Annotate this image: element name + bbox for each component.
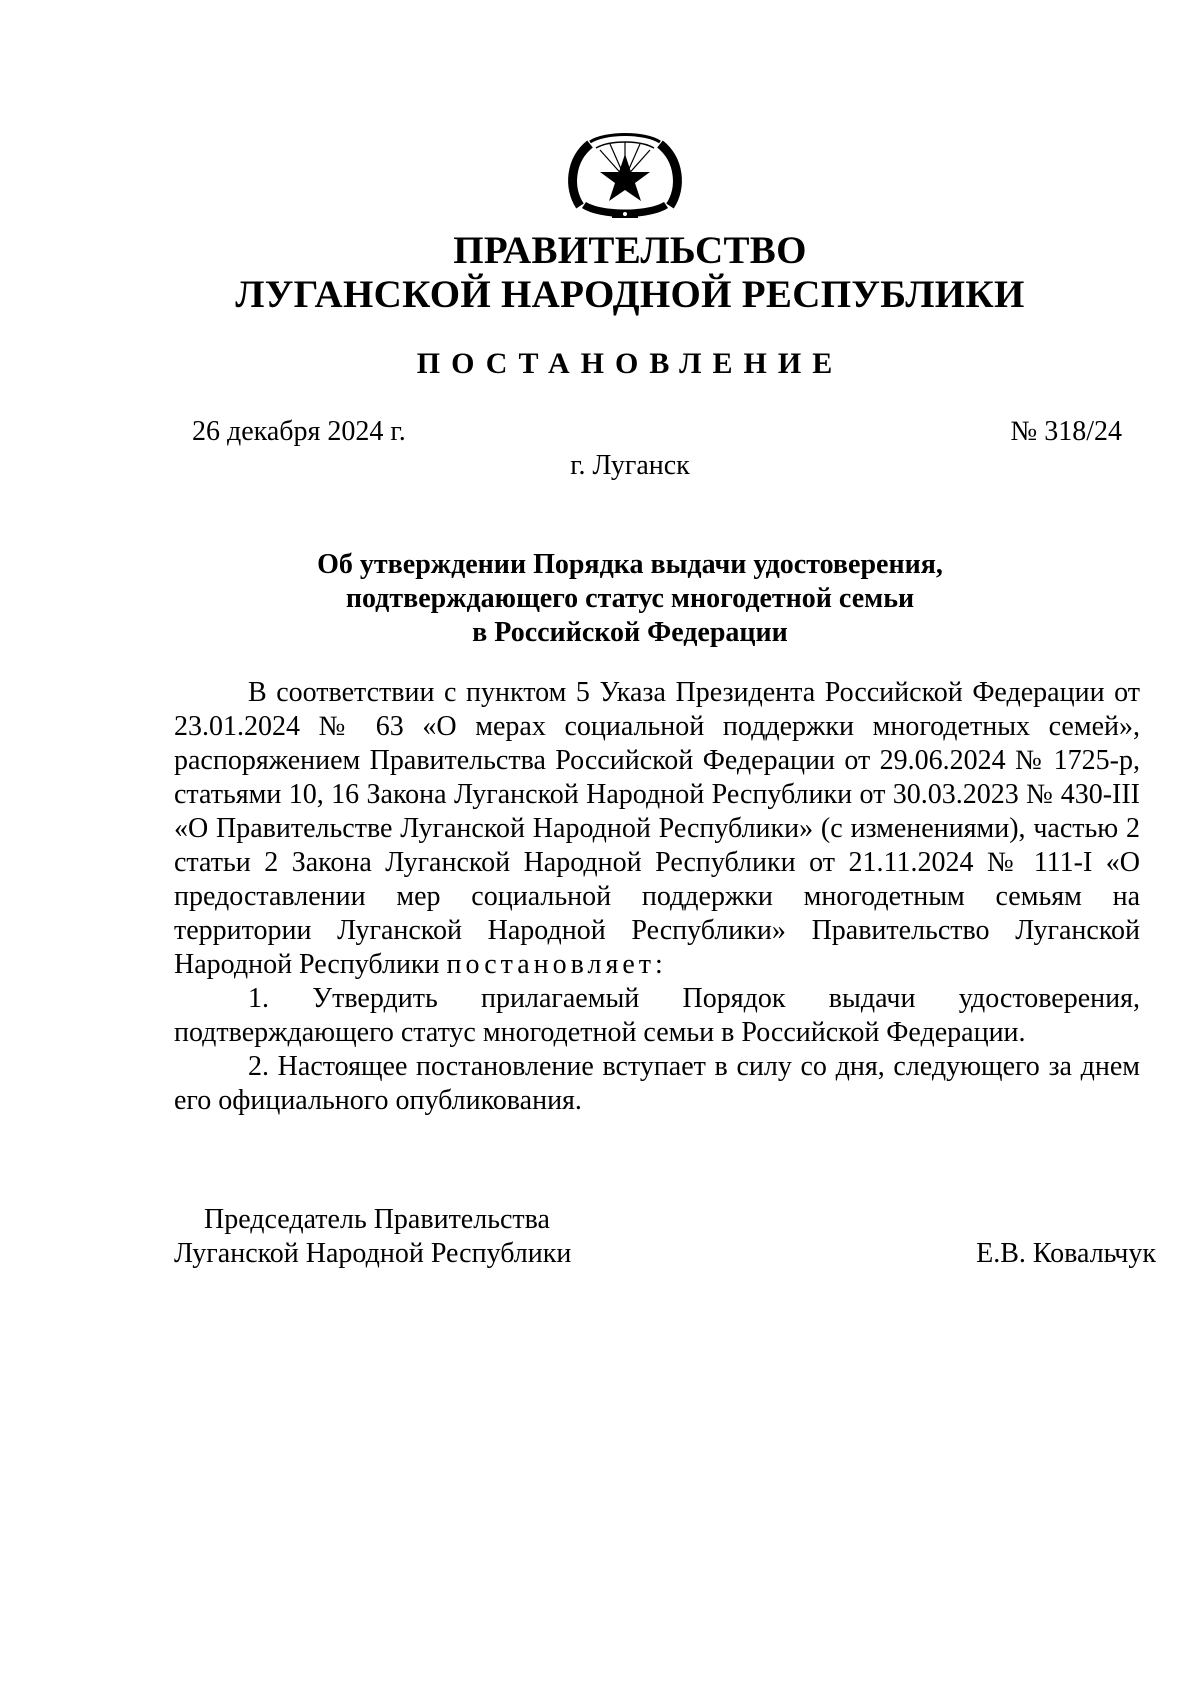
- signature-position-line2: Луганской Народной Республики: [174, 1238, 572, 1269]
- signature-position-line1: Председатель Правительства: [204, 1204, 550, 1235]
- signature-name: Е.В. Ковальчук: [976, 1238, 1156, 1269]
- document-subject: [150, 548, 1110, 650]
- subject-line3: в Российской Федерации: [472, 617, 788, 648]
- item-1: 1. Утвердить прилагаемый Порядок выдачи удостоверения, подтверждающего статус многодетной семьи в Российской Федерации.: [174, 983, 1140, 1048]
- subject-line1: Об утверждении Порядка выдачи удостоверения,: [317, 549, 943, 580]
- coat-of-arms-icon: [560, 128, 690, 228]
- government-title-line2: ЛУГАНСКОЙ НАРОДНОЙ РЕСПУБЛИКИ: [235, 273, 1025, 316]
- government-title-line1: ПРАВИТЕЛЬСТВО: [453, 229, 807, 272]
- preamble-paragraph: [174, 676, 1140, 982]
- decree-word: постановляет:: [446, 949, 667, 980]
- document-city: г. Луганск: [570, 450, 690, 481]
- item-2: 2. Настоящее постановление вступает в силу со дня, следующего за днем его официального опубликования.: [174, 1051, 1140, 1116]
- document-type: ПОСТАНОВЛЕНИЕ: [416, 347, 844, 380]
- subject-line2: подтверждающего статус многодетной семьи: [345, 583, 915, 614]
- preamble-text: В соответствии с пунктом 5 Указа Президента Российской Федерации от 23.01.2024 № 63 «О мерах социальной поддержки многодетных семей», распоряжением Правительства Российской Федерации от 29.06.2024 № 1725-р, статьями 10, 16 Закона Луганской Народной Республики от 30.03.2023 № 430-III «О Правительстве Луганской Народной Республики» (с изменениями), частью 2 статьи 2 Закона Луганской Народной Республики от 21.11.2024 № 111-I «О предоставлении мер социальной поддержки многодетным семьям на территории Луганской Народной Республики» Правительство Луганской Народной Республики: [174, 677, 1140, 980]
- document-date: 26 декабря 2024 г.: [192, 416, 406, 447]
- document-number: № 318/24: [1010, 416, 1122, 447]
- document-body: [174, 676, 1140, 1118]
